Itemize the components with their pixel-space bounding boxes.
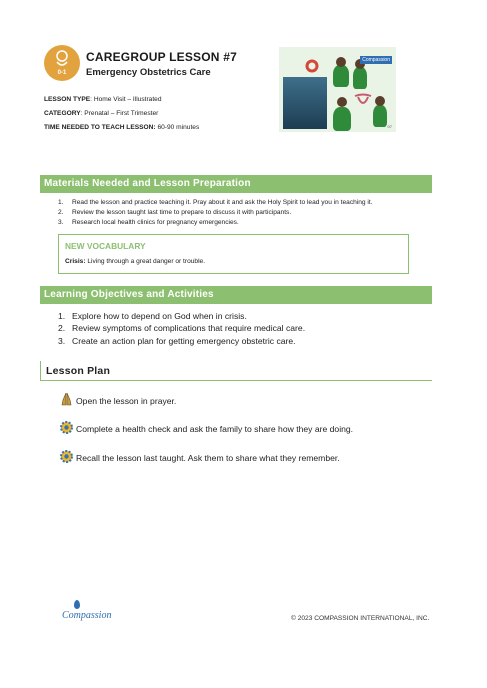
lesson-badge [44, 45, 80, 81]
gear-icon [59, 449, 74, 464]
nurse-figure [333, 65, 349, 87]
lesson-title: CAREGROUP LESSON #7 [86, 50, 237, 64]
praying-hands-icon [59, 392, 74, 407]
materials-heading: Materials Needed and Lesson Preparation [40, 175, 432, 193]
lesson-subtitle: Emergency Obstetrics Care [86, 67, 211, 78]
vocabulary-heading: NEW VOCABULARY [65, 241, 146, 251]
baby-icon [54, 50, 70, 68]
lesson-type: LESSON TYPE: Home Visit – Illustrated [44, 96, 162, 103]
objectives-heading: Learning Objectives and Activities [40, 286, 432, 304]
list-item: 1. Explore how to depend on God when in crisis. [58, 311, 247, 321]
drowning-scene-image [283, 77, 327, 129]
hero-logo: Compassion [362, 57, 390, 63]
copyright-text: © 2023 COMPASSION INTERNATIONAL, INC. [291, 615, 430, 622]
life-ring-icon [305, 59, 319, 73]
gear-icon [59, 420, 74, 435]
lesson-time: TIME NEEDED TO TEACH LESSON: 60-90 minutes [44, 124, 200, 131]
list-item: 3. Research local health clinics for pregnancy emergencies. [58, 218, 239, 226]
list-item: 2. Review symptoms of complications that require medical care. [58, 323, 306, 334]
lesson-category: CATEGORY: Prenatal – First Trimester [44, 110, 159, 117]
materials-list [58, 198, 373, 227]
vocabulary-definition: Crisis: Living through a great danger or trouble. [65, 258, 206, 265]
list-item: 1. Read the lesson and practice teaching it. Pray about it and ask the Holy Spirit to lead you in teaching it. [58, 199, 373, 206]
compassion-logo: Compassion [62, 600, 124, 624]
list-item: 2. Review the lesson taught last time to prepare to discuss it with participants. [58, 208, 292, 216]
vocabulary-box [58, 234, 409, 274]
objectives-list [58, 310, 305, 347]
flame-icon [74, 600, 80, 609]
lesson-illustration [279, 47, 396, 132]
lesson-plan-heading: Lesson Plan [40, 361, 432, 381]
badge-label: 0-1 [57, 70, 67, 76]
uterus-diagram-icon [353, 93, 373, 109]
hero-page-number: 07 [387, 124, 392, 129]
list-item: 3. Create an action plan for getting emergency obstetric care. [58, 335, 296, 346]
